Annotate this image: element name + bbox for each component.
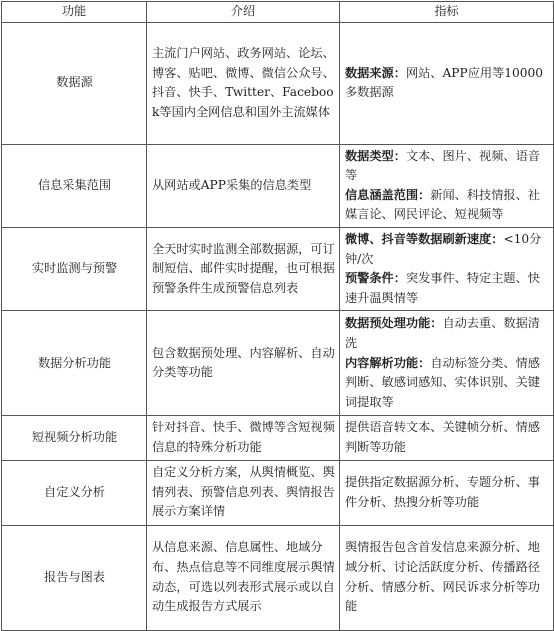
description-cell: 包含数据预处理、内容解析、自动分类等功能 [147, 311, 340, 416]
description-cell: 主流门户网站、政务网站、论坛、博客、贴吧、微博、微信公众号、抖音、快手、Twitter、Facebook等国内全网信息和国外主流媒体 [147, 22, 340, 144]
header-description: 介绍 [147, 2, 340, 23]
table-row [2, 525, 554, 630]
indicators-cell [340, 525, 554, 630]
indicator-text: 网站、APP应用等10000多数据源 [345, 65, 544, 100]
indicators-cell [340, 22, 554, 144]
indicators-cell [340, 227, 554, 310]
description-cell: 全天时实时监测全部数据源，可订制短信、邮件实时提醒，也可根据预警条件生成预警信息列表 [147, 227, 340, 310]
description-cell: 从网站或APP采集的信息类型 [147, 144, 340, 227]
table-row [2, 416, 554, 460]
indicator-line [345, 314, 549, 353]
indicator-line [345, 418, 549, 457]
indicator-line [345, 230, 549, 269]
indicator-line [345, 186, 549, 225]
indicator-label: 数据预处理功能： [345, 316, 443, 331]
indicators-cell [340, 311, 554, 416]
table-row [2, 460, 554, 525]
feature-cell: 数据分析功能 [2, 311, 147, 416]
indicator-text: 突发事件、特定主题、快速升温舆情等 [345, 271, 540, 305]
indicators-cell [340, 144, 554, 227]
feature-cell: 数据源 [2, 22, 147, 144]
indicator-line [345, 473, 549, 512]
indicator-text: 舆情报告包含首发信息来源分析、地域分析、讨论活跃度分析、传播路径分析、情感分析、网民诉求分析等功能 [345, 540, 540, 614]
table-row [2, 22, 554, 144]
indicator-text: 新闻、科技情报、社媒言论、网民评论、短视频等 [345, 187, 540, 222]
indicator-line [345, 354, 549, 413]
indicator-line [345, 147, 549, 186]
feature-cell: 信息采集范围 [2, 144, 147, 227]
table-row [2, 227, 554, 310]
table-header-row [2, 2, 554, 23]
indicators-cell [340, 460, 554, 525]
indicator-text: 提供指定数据源分析、专题分析、事件分析、热搜分析等功能 [345, 474, 540, 509]
indicator-text: 自动标签分类、情感判断、敏感词感知、实体识别、关键词提取等 [345, 355, 540, 409]
feature-cell: 自定义分析 [2, 460, 147, 525]
feature-cell: 实时监测与预警 [2, 227, 147, 310]
indicator-line [345, 64, 549, 103]
feature-table [1, 1, 554, 631]
indicator-text: 提供语音转文本、关键帧分析、情感判断等功能 [345, 420, 540, 454]
table-row [2, 144, 554, 227]
feature-cell: 短视频分析功能 [2, 416, 147, 460]
indicator-label: 数据类型： [345, 148, 406, 163]
description-cell: 从信息来源、信息属性、地域分布、热点信息等不同维度展示舆情动态，可选以列表形式展示或以自动生成报告方式展示 [147, 525, 340, 630]
description-cell: 自定义分析方案，从舆情概览、舆情列表、预警信息列表、舆情报告展示方案详情 [147, 460, 340, 525]
description-cell: 针对抖音、快手、微博等含短视频信息的特殊分析功能 [147, 416, 340, 460]
indicator-label: 预警条件： [345, 271, 406, 286]
header-indicators: 指标 [340, 2, 554, 23]
indicator-line [345, 269, 549, 308]
indicator-text: <10分钟/次 [345, 231, 542, 266]
indicator-label: 数据来源： [345, 65, 406, 80]
indicator-text: 文本、图片、视频、语音等 [345, 148, 540, 183]
indicator-label: 信息涵盖范围： [345, 187, 431, 202]
indicators-cell [340, 416, 554, 460]
table-row [2, 311, 554, 416]
header-feature: 功能 [2, 2, 147, 23]
indicator-text: 自动去重、数据清洗 [345, 316, 540, 350]
indicator-label: 内容解析功能： [345, 355, 431, 370]
feature-cell: 报告与图表 [2, 525, 147, 630]
indicator-label: 微博、抖音等数据刷新速度： [345, 231, 504, 246]
indicator-line [345, 538, 549, 616]
feature-table-container [1, 1, 554, 631]
